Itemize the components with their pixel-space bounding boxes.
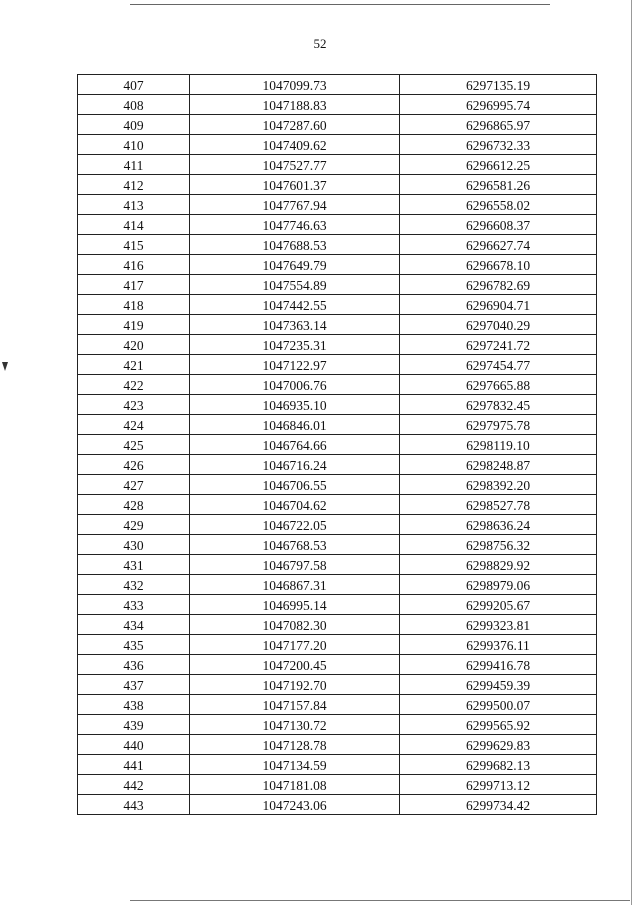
coordinates-table-body xyxy=(78,75,597,815)
y-coordinate-cell: 6298756.32 xyxy=(400,535,597,555)
table-row xyxy=(78,795,597,815)
x-coordinate-cell: 1046768.53 xyxy=(190,535,400,555)
coordinates-table xyxy=(77,74,597,815)
x-coordinate-cell: 1047287.60 xyxy=(190,115,400,135)
table-row xyxy=(78,455,597,475)
table-row xyxy=(78,275,597,295)
point-number-cell: 422 xyxy=(78,375,190,395)
y-coordinate-cell: 6297040.29 xyxy=(400,315,597,335)
x-coordinate-cell: 1047134.59 xyxy=(190,755,400,775)
y-coordinate-cell: 6299459.39 xyxy=(400,675,597,695)
table-row xyxy=(78,375,597,395)
y-coordinate-cell: 6298636.24 xyxy=(400,515,597,535)
point-number-cell: 431 xyxy=(78,555,190,575)
x-coordinate-cell: 1046867.31 xyxy=(190,575,400,595)
point-number-cell: 439 xyxy=(78,715,190,735)
table-row xyxy=(78,715,597,735)
y-coordinate-cell: 6299500.07 xyxy=(400,695,597,715)
y-coordinate-cell: 6296904.71 xyxy=(400,295,597,315)
x-coordinate-cell: 1047181.08 xyxy=(190,775,400,795)
table-row xyxy=(78,495,597,515)
x-coordinate-cell: 1047554.89 xyxy=(190,275,400,295)
y-coordinate-cell: 6296782.69 xyxy=(400,275,597,295)
y-coordinate-cell: 6297832.45 xyxy=(400,395,597,415)
x-coordinate-cell: 1046797.58 xyxy=(190,555,400,575)
table-row xyxy=(78,435,597,455)
point-number-cell: 419 xyxy=(78,315,190,335)
point-number-cell: 442 xyxy=(78,775,190,795)
x-coordinate-cell: 1046704.62 xyxy=(190,495,400,515)
table-row xyxy=(78,295,597,315)
right-scan-edge xyxy=(631,0,632,905)
y-coordinate-cell: 6296995.74 xyxy=(400,95,597,115)
point-number-cell: 441 xyxy=(78,755,190,775)
x-coordinate-cell: 1047767.94 xyxy=(190,195,400,215)
point-number-cell: 413 xyxy=(78,195,190,215)
point-number-cell: 440 xyxy=(78,735,190,755)
y-coordinate-cell: 6296608.37 xyxy=(400,215,597,235)
x-coordinate-cell: 1047235.31 xyxy=(190,335,400,355)
x-coordinate-cell: 1046706.55 xyxy=(190,475,400,495)
point-number-cell: 443 xyxy=(78,795,190,815)
top-scan-rule xyxy=(130,4,550,5)
point-number-cell: 409 xyxy=(78,115,190,135)
point-number-cell: 426 xyxy=(78,455,190,475)
y-coordinate-cell: 6299713.12 xyxy=(400,775,597,795)
x-coordinate-cell: 1047188.83 xyxy=(190,95,400,115)
x-coordinate-cell: 1047192.70 xyxy=(190,675,400,695)
point-number-cell: 415 xyxy=(78,235,190,255)
point-number-cell: 430 xyxy=(78,535,190,555)
table-row xyxy=(78,95,597,115)
x-coordinate-cell: 1047601.37 xyxy=(190,175,400,195)
y-coordinate-cell: 6297665.88 xyxy=(400,375,597,395)
table-row xyxy=(78,595,597,615)
table-row xyxy=(78,75,597,95)
x-coordinate-cell: 1047122.97 xyxy=(190,355,400,375)
x-coordinate-cell: 1047157.84 xyxy=(190,695,400,715)
x-coordinate-cell: 1046935.10 xyxy=(190,395,400,415)
y-coordinate-cell: 6298392.20 xyxy=(400,475,597,495)
y-coordinate-cell: 6298248.87 xyxy=(400,455,597,475)
table-row xyxy=(78,335,597,355)
x-coordinate-cell: 1047688.53 xyxy=(190,235,400,255)
point-number-cell: 412 xyxy=(78,175,190,195)
y-coordinate-cell: 6296732.33 xyxy=(400,135,597,155)
y-coordinate-cell: 6299323.81 xyxy=(400,615,597,635)
x-coordinate-cell: 1046716.24 xyxy=(190,455,400,475)
y-coordinate-cell: 6296612.25 xyxy=(400,155,597,175)
y-coordinate-cell: 6298979.06 xyxy=(400,575,597,595)
x-coordinate-cell: 1047409.62 xyxy=(190,135,400,155)
page-number: 52 xyxy=(313,36,327,51)
point-number-cell: 418 xyxy=(78,295,190,315)
point-number-cell: 421 xyxy=(78,355,190,375)
x-coordinate-cell: 1047649.79 xyxy=(190,255,400,275)
table-row xyxy=(78,775,597,795)
table-row xyxy=(78,555,597,575)
table-row xyxy=(78,215,597,235)
table-row xyxy=(78,755,597,775)
y-coordinate-cell: 6296678.10 xyxy=(400,255,597,275)
table-row xyxy=(78,535,597,555)
y-coordinate-cell: 6296627.74 xyxy=(400,235,597,255)
x-coordinate-cell: 1047177.20 xyxy=(190,635,400,655)
x-coordinate-cell: 1046722.05 xyxy=(190,515,400,535)
table-row xyxy=(78,115,597,135)
point-number-cell: 414 xyxy=(78,215,190,235)
table-row xyxy=(78,655,597,675)
point-number-cell: 434 xyxy=(78,615,190,635)
table-row xyxy=(78,615,597,635)
y-coordinate-cell: 6299376.11 xyxy=(400,635,597,655)
x-coordinate-cell: 1047130.72 xyxy=(190,715,400,735)
x-coordinate-cell: 1046764.66 xyxy=(190,435,400,455)
point-number-cell: 428 xyxy=(78,495,190,515)
y-coordinate-cell: 6296581.26 xyxy=(400,175,597,195)
table-row xyxy=(78,315,597,335)
point-number-cell: 408 xyxy=(78,95,190,115)
x-coordinate-cell: 1046995.14 xyxy=(190,595,400,615)
x-coordinate-cell: 1047243.06 xyxy=(190,795,400,815)
x-coordinate-cell: 1047746.63 xyxy=(190,215,400,235)
table-row xyxy=(78,515,597,535)
point-number-cell: 429 xyxy=(78,515,190,535)
y-coordinate-cell: 6298119.10 xyxy=(400,435,597,455)
table-row xyxy=(78,175,597,195)
y-coordinate-cell: 6297241.72 xyxy=(400,335,597,355)
point-number-cell: 433 xyxy=(78,595,190,615)
table-row xyxy=(78,575,597,595)
point-number-cell: 425 xyxy=(78,435,190,455)
table-row xyxy=(78,475,597,495)
y-coordinate-cell: 6298829.92 xyxy=(400,555,597,575)
y-coordinate-cell: 6298527.78 xyxy=(400,495,597,515)
table-row xyxy=(78,135,597,155)
x-coordinate-cell: 1047006.76 xyxy=(190,375,400,395)
table-row xyxy=(78,355,597,375)
y-coordinate-cell: 6297135.19 xyxy=(400,75,597,95)
point-number-cell: 407 xyxy=(78,75,190,95)
table-row xyxy=(78,195,597,215)
y-coordinate-cell: 6297454.77 xyxy=(400,355,597,375)
x-coordinate-cell: 1047363.14 xyxy=(190,315,400,335)
y-coordinate-cell: 6299565.92 xyxy=(400,715,597,735)
y-coordinate-cell: 6296865.97 xyxy=(400,115,597,135)
x-coordinate-cell: 1047099.73 xyxy=(190,75,400,95)
point-number-cell: 416 xyxy=(78,255,190,275)
point-number-cell: 438 xyxy=(78,695,190,715)
table-row xyxy=(78,675,597,695)
x-coordinate-cell: 1047082.30 xyxy=(190,615,400,635)
binding-mark-icon xyxy=(2,362,8,371)
point-number-cell: 427 xyxy=(78,475,190,495)
point-number-cell: 424 xyxy=(78,415,190,435)
x-coordinate-cell: 1047128.78 xyxy=(190,735,400,755)
y-coordinate-cell: 6299629.83 xyxy=(400,735,597,755)
point-number-cell: 437 xyxy=(78,675,190,695)
y-coordinate-cell: 6297975.78 xyxy=(400,415,597,435)
point-number-cell: 432 xyxy=(78,575,190,595)
point-number-cell: 420 xyxy=(78,335,190,355)
table-row xyxy=(78,395,597,415)
y-coordinate-cell: 6299734.42 xyxy=(400,795,597,815)
x-coordinate-cell: 1046846.01 xyxy=(190,415,400,435)
table-row xyxy=(78,415,597,435)
y-coordinate-cell: 6299682.13 xyxy=(400,755,597,775)
bottom-scan-rule xyxy=(130,900,630,901)
table-row xyxy=(78,155,597,175)
table-row xyxy=(78,635,597,655)
x-coordinate-cell: 1047527.77 xyxy=(190,155,400,175)
point-number-cell: 423 xyxy=(78,395,190,415)
x-coordinate-cell: 1047442.55 xyxy=(190,295,400,315)
y-coordinate-cell: 6299205.67 xyxy=(400,595,597,615)
table-row xyxy=(78,255,597,275)
y-coordinate-cell: 6296558.02 xyxy=(400,195,597,215)
table-row xyxy=(78,695,597,715)
point-number-cell: 417 xyxy=(78,275,190,295)
y-coordinate-cell: 6299416.78 xyxy=(400,655,597,675)
point-number-cell: 436 xyxy=(78,655,190,675)
x-coordinate-cell: 1047200.45 xyxy=(190,655,400,675)
point-number-cell: 435 xyxy=(78,635,190,655)
table-row xyxy=(78,235,597,255)
point-number-cell: 411 xyxy=(78,155,190,175)
point-number-cell: 410 xyxy=(78,135,190,155)
table-row xyxy=(78,735,597,755)
